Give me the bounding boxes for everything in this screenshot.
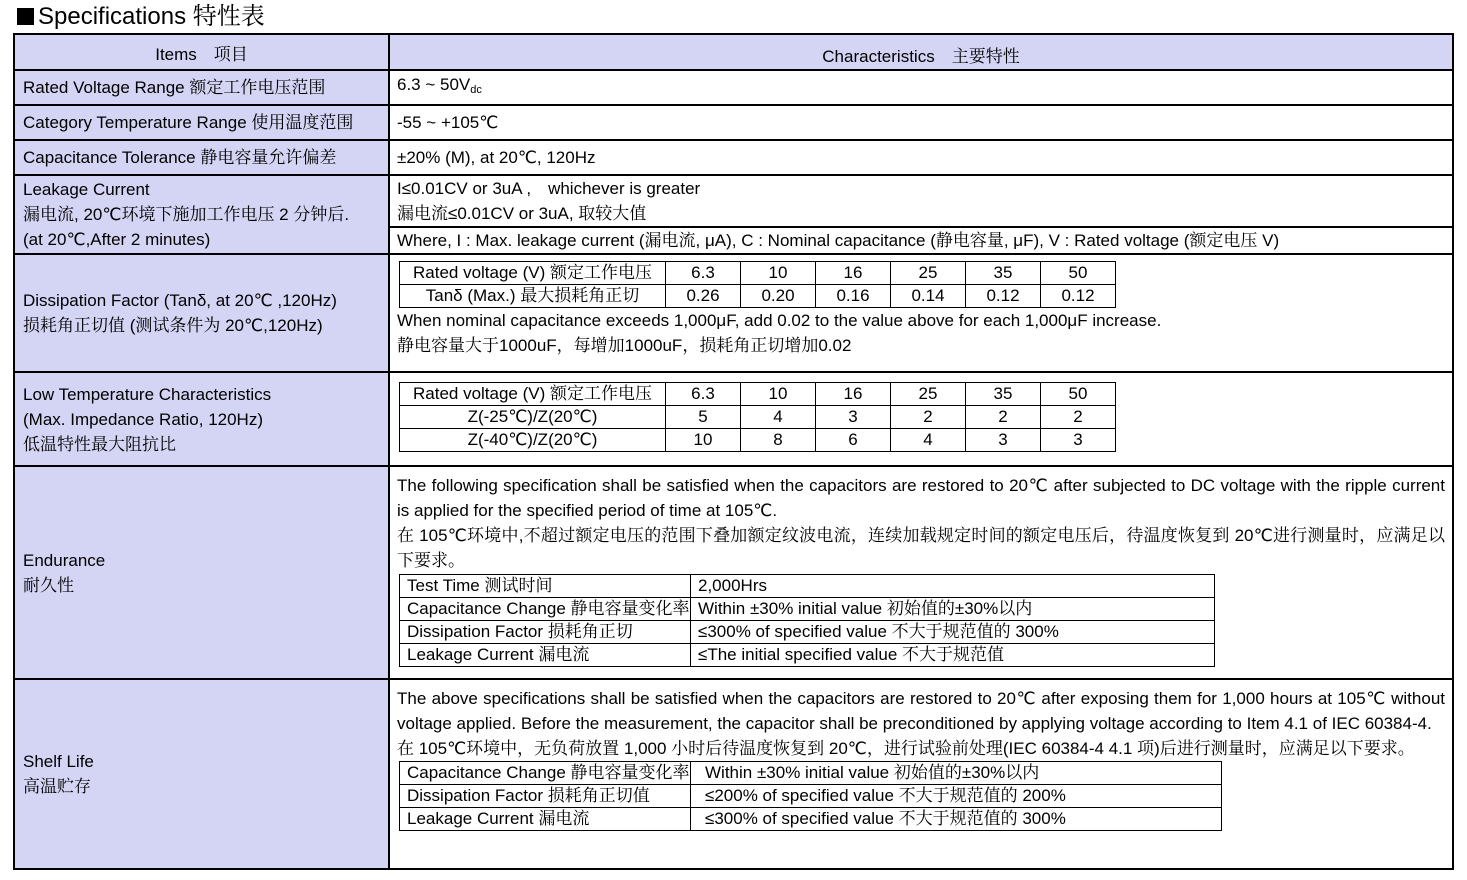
criteria-value: ≤300% of specified value 不大于规范值的 300% (691, 621, 1215, 644)
criteria-item: Leakage Current 漏电流 (400, 808, 691, 831)
criteria-item: Capacitance Change 静电容量变化率 (400, 598, 691, 621)
tan-delta-head-row (400, 262, 1116, 285)
shelf-criteria-row (400, 808, 1222, 831)
voltage-cell: 35 (966, 262, 1041, 285)
shelf-life-label-zh: 高温贮存 (23, 777, 91, 796)
header-characteristics: Characteristics 主要特性 (389, 34, 1453, 70)
endurance-value (389, 466, 1453, 679)
tan-delta-cell: 0.16 (816, 285, 891, 308)
voltage-cell: 10 (741, 262, 816, 285)
impedance-head-label: Rated voltage (V) 额定工作电压 (400, 383, 666, 406)
rated-voltage-text: 6.3 ~ 50V (397, 75, 471, 94)
criteria-value: ≤300% of specified value 不大于规范值的 300% (691, 808, 1222, 831)
tan-delta-cell: 0.26 (666, 285, 741, 308)
endurance-label (14, 466, 389, 679)
header-items: Items 项目 (14, 34, 389, 70)
criteria-value: Within ±30% initial value 初始值的±30%以内 (691, 762, 1222, 785)
shelf-life-label (14, 679, 389, 869)
capacitance-tolerance-value: ±20% (M), at 20℃, 120Hz (389, 140, 1453, 175)
shelf-life-value (389, 679, 1453, 869)
shelf-life-label-en: Shelf Life (23, 752, 94, 771)
voltage-cell: 25 (891, 262, 966, 285)
dissipation-note-en: When nominal capacitance exceeds 1,000μF, add 0.02 to the value above for each 1,000μF increase. (397, 311, 1162, 330)
criteria-item: Test Time 测试时间 (400, 575, 691, 598)
criteria-value: ≤The initial specified value 不大于规范值 (691, 644, 1215, 667)
low-temperature-label (14, 372, 389, 466)
impedance-row-label: Z(-40℃)/Z(20℃) (400, 429, 666, 452)
impedance-head-row (400, 383, 1116, 406)
leakage-label-zh: 漏电流, 20℃环境下施加工作电压 2 分钟后. (23, 205, 350, 224)
category-temperature-label: Category Temperature Range 使用温度范围 (14, 105, 389, 140)
shelf-criteria-row (400, 762, 1222, 785)
leakage-current-value (389, 175, 1453, 254)
criteria-value: Within ±30% initial value 初始值的±30%以内 (691, 598, 1215, 621)
criteria-value: ≤200% of specified value 不大于规范值的 200% (691, 785, 1222, 808)
voltage-cell: 50 (1041, 383, 1116, 406)
voltage-cell: 16 (816, 383, 891, 406)
leakage-formula-zh: 漏电流≤0.01CV or 3uA, 取较大值 (397, 204, 647, 223)
impedance-cell: 6 (816, 429, 891, 452)
low-temp-label-condition: (Max. Impedance Ratio, 120Hz) (23, 409, 263, 429)
voltage-cell: 35 (966, 383, 1041, 406)
endurance-criteria-row (400, 644, 1215, 667)
criteria-item: Dissipation Factor 损耗角正切值 (400, 785, 691, 808)
leakage-definitions: Where, I : Max. leakage current (漏电流, μA), C : Nominal capacitance (静电容量, μF), V : Rated voltage (额定电压 V) (390, 226, 1452, 253)
impedance-cell: 2 (1041, 406, 1116, 429)
title-en: Specifications (38, 3, 187, 30)
leakage-current-label (14, 175, 389, 254)
dissipation-factor-value (389, 254, 1453, 372)
criteria-item: Dissipation Factor 损耗角正切 (400, 621, 691, 644)
impedance-cell: 5 (666, 406, 741, 429)
rated-voltage-label: Rated Voltage Range 额定工作电压范围 (14, 70, 389, 105)
endurance-criteria-row (400, 621, 1215, 644)
row-endurance (14, 466, 1453, 679)
low-temp-label-en: Low Temperature Characteristics (23, 384, 272, 404)
impedance-cell: 3 (966, 429, 1041, 452)
tan-delta-cell: 0.12 (966, 285, 1041, 308)
voltage-cell: 10 (741, 383, 816, 406)
leakage-formula-en: I≤0.01CV or 3uA , whichever is greater (397, 179, 701, 198)
impedance-cell: 10 (666, 429, 741, 452)
specifications-table (13, 33, 1454, 870)
rated-voltage-value (389, 70, 1453, 105)
leakage-label-condition: (at 20℃,After 2 minutes) (23, 230, 211, 249)
row-shelf-life (14, 679, 1453, 869)
low-temperature-value (389, 372, 1453, 466)
impedance-cell: 8 (741, 429, 816, 452)
shelf-life-text-zh: 在 105℃环境中，无负荷放置 1,000 小时后待温度恢复到 20℃，进行试验前处理(IEC 60384-4 4.1 项)后进行测量时，应满足以下要求。 (397, 739, 1415, 758)
impedance-cell: 2 (891, 406, 966, 429)
row-rated-voltage (14, 70, 1453, 105)
impedance-ratio-table (399, 382, 1116, 452)
tan-delta-row-label: Tanδ (Max.) 最大损耗角正切 (400, 285, 666, 308)
voltage-cell: 6.3 (666, 383, 741, 406)
shelf-criteria-row (400, 785, 1222, 808)
dissipation-label-en: Dissipation Factor (Tanδ, at 20℃ ,120Hz) (23, 291, 337, 310)
voltage-cell: 6.3 (666, 262, 741, 285)
endurance-criteria-row (400, 598, 1215, 621)
tan-delta-cell: 0.14 (891, 285, 966, 308)
impedance-cell: 4 (741, 406, 816, 429)
tan-delta-head-label: Rated voltage (V) 额定工作电压 (400, 262, 666, 285)
endurance-text-zh: 在 105℃环境中,不超过额定电压的范围下叠加额定纹波电流，连续加载规定时间的额定电压后，待温度恢复到 20℃进行测量时，应满足以下要求。 (397, 526, 1445, 570)
endurance-text-en: The following specification shall be satisfied when the capacitors are restored to 20℃ after subjected to DC voltage with the ripple current is applied for the specified period of time at 105℃. (397, 476, 1445, 520)
leakage-label-en: Leakage Current (23, 180, 150, 199)
endurance-criteria-row (400, 575, 1215, 598)
rated-voltage-subscript: dc (470, 84, 482, 96)
tan-delta-table (399, 261, 1116, 308)
low-temp-label-zh: 低温特性最大阻抗比 (23, 434, 176, 454)
voltage-cell: 50 (1041, 262, 1116, 285)
impedance-cell: 3 (1041, 429, 1116, 452)
endurance-criteria-table (399, 574, 1215, 667)
impedance-cell: 2 (966, 406, 1041, 429)
criteria-item: Leakage Current 漏电流 (400, 644, 691, 667)
shelf-life-text-en: The above specifications shall be satisfied when the capacitors are restored to 20℃ after exposing them for 1,000 hours at 105℃ without voltage applied. Before the measurement, the capacitor shall be preconditioned by applying voltage according to Item 4.1 of IEC 60384-4. (397, 689, 1445, 733)
dissipation-label-zh: 损耗角正切值 (测试条件为 20℃,120Hz) (23, 316, 323, 335)
category-temperature-value: -55 ~ +105℃ (389, 105, 1453, 140)
endurance-label-en: Endurance (23, 550, 106, 570)
criteria-value: 2,000Hrs (691, 575, 1215, 598)
endurance-label-zh: 耐久性 (23, 575, 74, 595)
row-dissipation-factor (14, 254, 1453, 372)
header-row (14, 34, 1453, 70)
impedance-row-minus40 (400, 429, 1116, 452)
row-capacitance-tolerance (14, 140, 1453, 175)
capacitance-tolerance-label: Capacitance Tolerance 静电容量允许偏差 (14, 140, 389, 175)
dissipation-factor-label (14, 254, 389, 372)
square-bullet-icon (17, 8, 34, 25)
voltage-cell: 16 (816, 262, 891, 285)
tan-delta-cell: 0.20 (741, 285, 816, 308)
title-zh: 特性表 (192, 3, 265, 30)
tan-delta-cell: 0.12 (1041, 285, 1116, 308)
voltage-cell: 25 (891, 383, 966, 406)
page-title (17, 2, 265, 32)
dissipation-note-zh: 静电容量大于1000uF，每增加1000uF，损耗角正切增加0.02 (397, 336, 852, 355)
row-leakage-current (14, 175, 1453, 254)
row-category-temperature (14, 105, 1453, 140)
impedance-row-label: Z(-25℃)/Z(20℃) (400, 406, 666, 429)
shelf-life-criteria-table (399, 761, 1222, 831)
impedance-cell: 4 (891, 429, 966, 452)
impedance-row-minus25 (400, 406, 1116, 429)
tan-delta-value-row (400, 285, 1116, 308)
row-low-temperature (14, 372, 1453, 466)
criteria-item: Capacitance Change 静电容量变化率 (400, 762, 691, 785)
impedance-cell: 3 (816, 406, 891, 429)
